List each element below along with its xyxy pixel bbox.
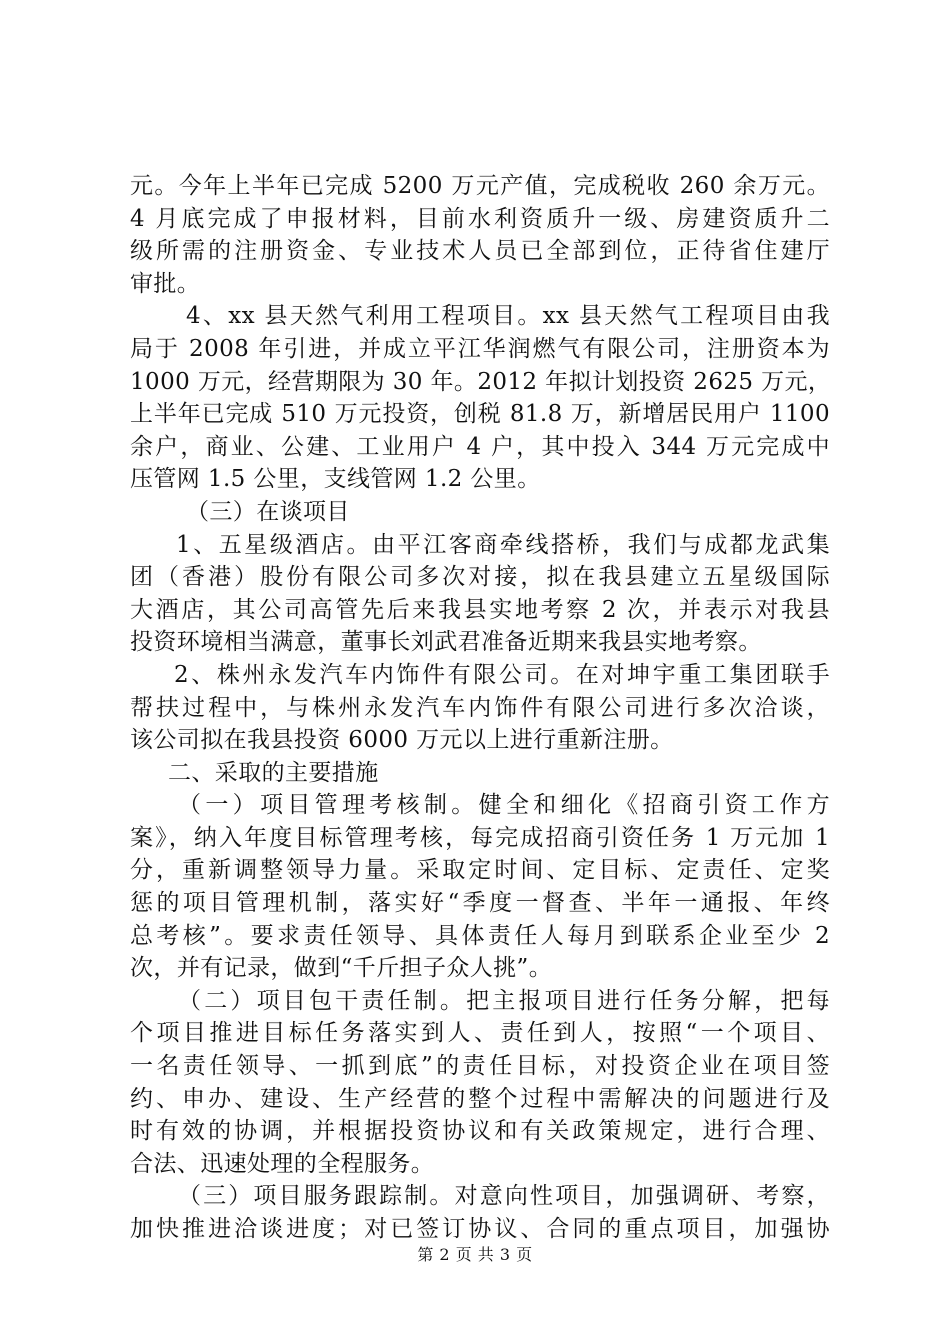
text-line: 个项目推进目标任务落实到人、责任到人，按照“一个项目、 <box>130 1020 830 1047</box>
text-line: 审批。 <box>130 270 201 297</box>
paragraph-start-line: （二）项目包干责任制。把主报项目进行任务分解，把每 <box>178 987 830 1014</box>
text-line: 一名责任领导、一抓到底”的责任目标，对投资企业在项目签 <box>130 1053 830 1080</box>
text-line: 总考核”。要求责任领导、具体责任人每月到联系企业至少 2 <box>130 922 830 949</box>
paragraph-start-line: （一）项目管理考核制。健全和细化《招商引资工作方 <box>178 792 830 819</box>
text-line: 4 月底完成了申报材料，目前水利资质升一级、房建资质升二 <box>130 205 830 232</box>
text-line: 大酒店，其公司高管先后来我县实地考察 2 次，并表示对我县 <box>130 596 830 623</box>
section-heading: 二、采取的主要措施 <box>168 759 379 786</box>
paragraph-start-line: 2、株州永发汽车内饰件有限公司。在对坤宇重工集团联手 <box>174 661 830 688</box>
text-line: 元。今年上半年已完成 5200 万元产值，完成税收 260 余万元。 <box>130 173 830 199</box>
text-line: 级所需的注册资金、专业技术人员已全部到位，正待省住建厅 <box>130 238 830 265</box>
text-line: 团（香港）股份有限公司多次对接，拟在我县建立五星级国际 <box>130 564 830 591</box>
text-line: 案》，纳入年度目标管理考核，每完成招商引资任务 1 万元加 1 <box>130 824 830 851</box>
section-heading: （三）在谈项目 <box>186 498 350 525</box>
text-line: 次，并有记录，做到“千斤担子众人挑”。 <box>130 955 553 982</box>
text-line: 约、申办、建设、生产经营的整个过程中需解决的问题进行及 <box>130 1085 830 1112</box>
paragraph-start-line: 1、五星级酒店。由平江客商牵线搭桥，我们与成都龙武集 <box>176 531 830 558</box>
text-line: 帮扶过程中，与株州永发汽车内饰件有限公司进行多次洽谈， <box>130 694 830 721</box>
document-body <box>130 170 830 1246</box>
text-line: 合法、迅速处理的全程服务。 <box>130 1150 435 1177</box>
text-line: 上半年已完成 510 万元投资，创税 81.8 万，新增居民用户 1100 <box>130 401 830 428</box>
text-line: 1000 万元，经营期限为 30 年。2012 年拟计划投资 2625 万元， <box>130 368 832 395</box>
text-line: 局于 2008 年引进，并成立平江华润燃气有限公司，注册资本为 <box>130 335 830 362</box>
paragraph-start-line: 4、xx 县天然气利用工程项目。xx 县天然气工程项目由我 <box>186 303 830 330</box>
text-line: 压管网 1.5 公里，支线管网 1.2 公里。 <box>130 466 541 493</box>
text-line: 该公司拟在我县投资 6000 万元以上进行重新注册。 <box>130 727 674 754</box>
text-line: 分，重新调整领导力量。采取定时间、定目标、定责任、定奖 <box>130 857 830 884</box>
text-line: 投资环境相当满意，董事长刘武君准备近期来我县实地考察。 <box>130 629 762 656</box>
text-line: 加快推进洽谈进度；对已签订协议、合同的重点项目，加强协 <box>130 1216 830 1242</box>
text-line: 惩的项目管理机制，落实好“季度一督查、半年一通报、年终 <box>130 890 830 917</box>
paragraph-start-line: （三）项目服务跟踪制。对意向性项目，加强调研、考察， <box>178 1183 830 1210</box>
text-line: 时有效的协调，并根据投资协议和有关政策规定，进行合理、 <box>130 1118 830 1145</box>
text-line: 余户，商业、公建、工业用户 4 户，其中投入 344 万元完成中 <box>130 433 830 460</box>
page-footer: 第 2 页 共 3 页 <box>417 1245 533 1264</box>
